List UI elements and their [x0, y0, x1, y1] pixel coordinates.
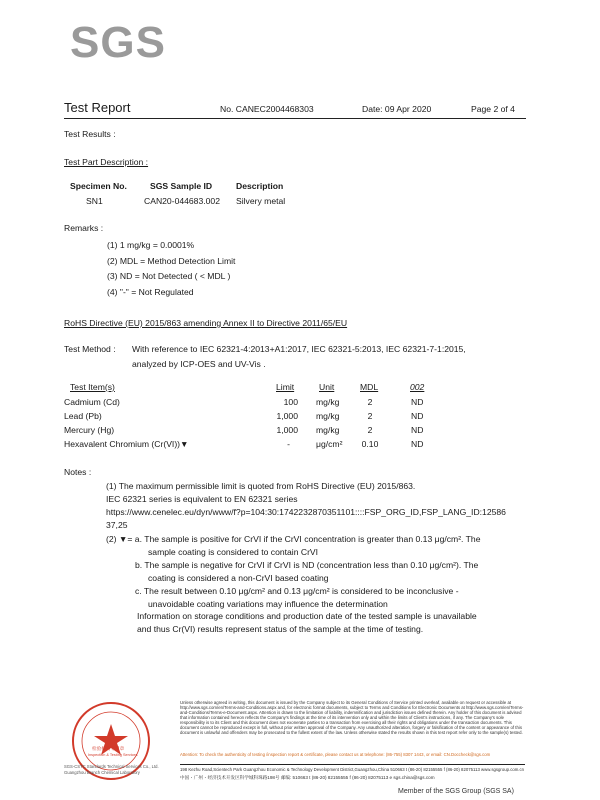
footer-address-en: 198 Kezhu Road,Scientech Park Guangzhou Economic & Technology Development District,Guangzhou,China 510663 t (86-20) 82155555 f (86-20) 82075113 www.sgsgroup.com.cn [180, 767, 525, 772]
member-line: Member of the SGS Group (SGS SA) [398, 788, 514, 795]
test-results-label: Test Results : [64, 129, 116, 139]
sgs-logo: SGS [70, 18, 166, 67]
unit-cell: mg/kg [316, 411, 340, 421]
limit-col-header: Limit [276, 382, 295, 392]
lab-name: SGS-CSTC Standards Technical Services Co., Ltd. [64, 764, 159, 769]
report-number: No. CANEC2004468303 [220, 104, 314, 114]
test-item-col-header: Test Item(s) [70, 382, 115, 392]
specimen-col-header: Specimen No. [70, 181, 127, 191]
seal-cn-text: 检验检测专用章 [92, 746, 125, 751]
report-date: Date: 09 Apr 2020 [362, 104, 432, 114]
test-item-cell: Lead (Pb) [64, 411, 102, 421]
result-cell: ND [411, 439, 424, 449]
header-rule [64, 118, 526, 119]
limit-cell: - [287, 439, 290, 449]
page-number: Page 2 of 4 [471, 104, 515, 114]
description-col-header: Description [236, 181, 284, 191]
mdl-cell: 2 [367, 425, 373, 435]
sample-col-header: 002 [410, 382, 425, 392]
unit-cell: μg/cm² [316, 439, 343, 449]
report-title: Test Report [64, 100, 131, 115]
remark-item: (4) "-" = Not Regulated [107, 287, 194, 297]
test-method-label: Test Method : [64, 344, 116, 354]
unit-cell: mg/kg [316, 397, 340, 407]
remarks-label: Remarks : [64, 223, 104, 233]
note-line: c. The result between 0.10 μg/cm² and 0.13 μg/cm² is considered to be inconclusive - [135, 586, 459, 596]
note-line: Information on storage conditions and production date of the tested sample is unavailable [137, 611, 477, 621]
remark-item: (2) MDL = Method Detection Limit [107, 256, 236, 266]
description-cell: Silvery metal [236, 196, 286, 206]
sample-id-cell: CAN20-044683.002 [144, 196, 220, 206]
unit-cell: mg/kg [316, 425, 340, 435]
mdl-cell: 2 [367, 411, 373, 421]
note-link[interactable]: https://www.cenelec.eu/dyn/www/f?p=104:30:1742232870351101::::FSP_ORG_ID,FSP_LANG_ID:12586 [106, 507, 506, 517]
specimen-no-cell: SN1 [86, 196, 103, 206]
mdl-col-header: MDL [360, 382, 379, 392]
note-line: b. The sample is negative for CrVI if CrVI is ND (concentration less than 0.10 μg/cm²). The [135, 560, 479, 570]
test-item-cell: Cadmium (Cd) [64, 397, 120, 407]
footer-rule [180, 764, 525, 765]
remark-item: (1) 1 mg/kg = 0.0001% [107, 240, 195, 250]
note-line: (1) The maximum permissible limit is quoted from RoHS Directive (EU) 2015/863. [106, 481, 416, 491]
test-item-cell: Mercury (Hg) [64, 425, 115, 435]
note-line: and thus Cr(VI) results represent status of the sample at the time of testing. [137, 624, 424, 634]
test-method-line: analyzed by ICP-OES and UV-Vis . [132, 359, 266, 369]
mdl-cell: 0.10 [361, 439, 379, 449]
directive-heading: RoHS Directive (EU) 2015/863 amending Annex II to Directive 2011/65/EU [64, 318, 348, 328]
footer-attention: Attention: To check the authenticity of testing /inspection report & certificate, please contact us at telephone: (86-755) 8307 1443, or email: CN.Doccheck@sgs.com [180, 752, 491, 757]
limit-cell: 100 [283, 397, 298, 407]
note-line: sample coating is considered to contain CrVI [148, 547, 319, 557]
seal-en-text: Inspection & Testing Services [88, 753, 138, 757]
footer-disclaimer: Unless otherwise agreed in writing, this document is issued by the Company subject to its General Conditions of Service printed overleaf, available on request or accessible at http://www.sgs.com/en/Terms-and-Conditions.aspx and, for electronic format documents, subject to Terms and Conditions for Electronic Documents at http://www.sgs.com/en/Terms-and-Conditions/Terms-e-Document.aspx. Attention is drawn to the limitation of liability, indemnification and jurisdiction issues defined therein. Any holder of this document is advised that information contained hereon reflects the Company's findings at the time of its intervention only and within the limits of Client's instructions, if any. The Company's sole responsibility is to its Client and this document does not exonerate parties to a transaction from exercising all their rights and obligations under the transaction documents. This document cannot be reproduced except in full, without prior written approval of the Company. Any unauthorized alteration, forgery or falsification of the content or appearance of this document is unlawful and offenders may be prosecuted to the fullest extent of the law. Unless otherwise stated the results shown in this test report refer only to the sample(s) tested. [180, 700, 524, 735]
footer-address-cn: 中国・广州・经济技术开发区科学城科珠路198号 邮编: 510663 t (86-20) 82155555 f (86-20) 82075113 e sgs.china@sgs.com [180, 775, 435, 780]
limit-cell: 1,000 [276, 425, 298, 435]
sample-id-col-header: SGS Sample ID [150, 181, 213, 191]
result-cell: ND [411, 397, 424, 407]
note-line: coating is considered a non-CrVI based coating [148, 573, 329, 583]
result-cell: ND [411, 425, 424, 435]
part-description-heading: Test Part Description : [64, 157, 149, 167]
mdl-cell: 2 [367, 397, 373, 407]
note-line: (2) ▼= a. The sample is positive for CrVI if the CrVI concentration is greater than 0.13 μg/cm². The [106, 534, 481, 544]
test-method-line: With reference to IEC 62321-4:2013+A1:2017, IEC 62321-5:2013, IEC 62321-7-1:2015, [132, 344, 466, 354]
unit-col-header: Unit [319, 382, 335, 392]
remark-item: (3) ND = Not Detected ( < MDL ) [107, 271, 231, 281]
lab-branch: Guangzhou Branch Chemical Laboratory [64, 770, 140, 775]
limit-cell: 1,000 [276, 411, 298, 421]
notes-label: Notes : [64, 467, 92, 477]
note-line: unavoidable coating variations may influence the determination [148, 599, 388, 609]
result-cell: ND [411, 411, 424, 421]
note-link-cont: 37,25 [106, 520, 128, 530]
note-line: IEC 62321 series is equivalent to EN 62321 series [106, 494, 298, 504]
test-item-cell: Hexavalent Chromium (Cr(VI))▼ [64, 439, 189, 449]
